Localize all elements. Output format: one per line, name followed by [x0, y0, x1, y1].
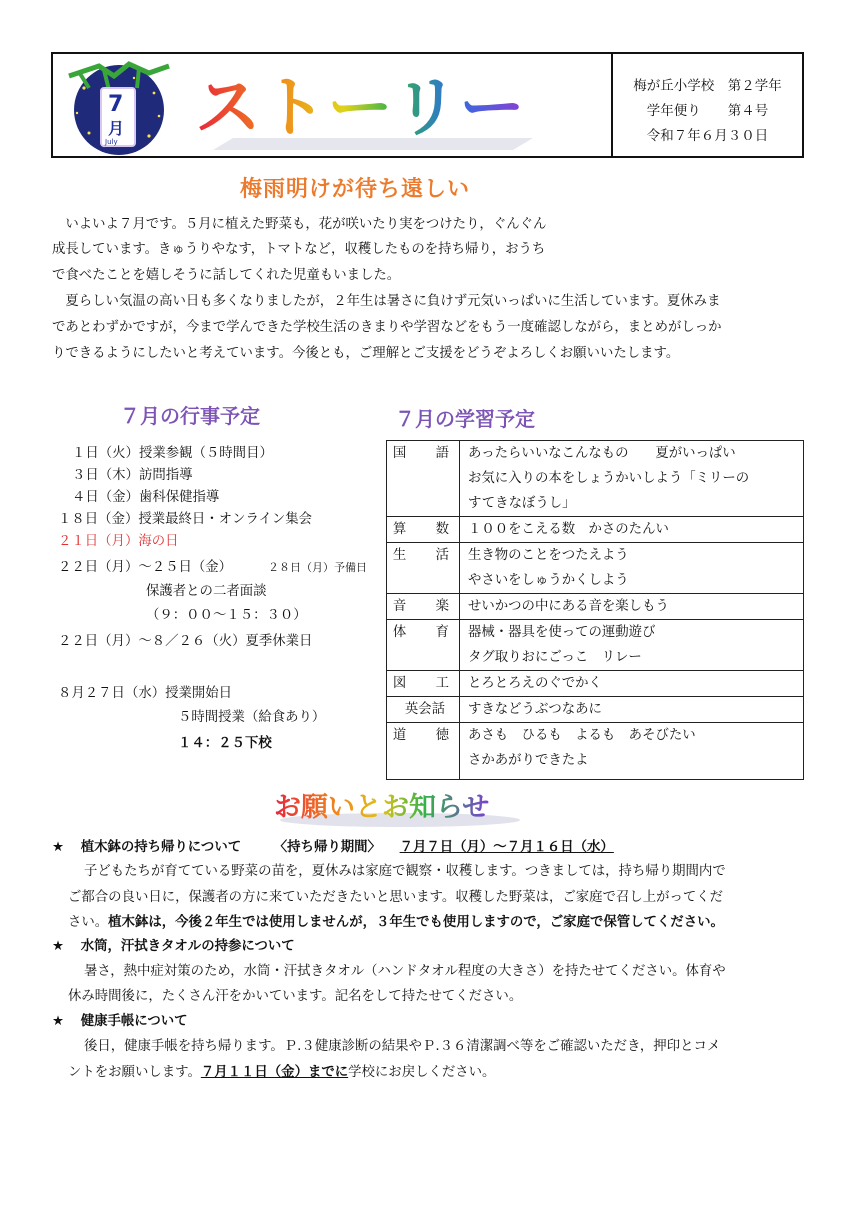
newsletter-number: 学年便り 第４号 — [646, 103, 769, 119]
table-row — [387, 723, 804, 780]
study-title: ７月の学習予定 — [395, 407, 535, 431]
content-line: お気に入りの本をしょうかいしよう「ミリーの — [468, 471, 750, 486]
content-cell — [460, 697, 804, 723]
notice-3-line-1: 後日，健康手帳を持ち帰ります。Ｐ.３健康診断の結果やＰ.３６清潔調べ等をご確認いただき，押印とコメ — [84, 1039, 721, 1054]
notices-title-art — [270, 786, 530, 830]
subject-cell: 生 活 — [387, 543, 460, 594]
notice-1-line-3b: 植木鉢は，今後２年生では使用しませんが，３年生でも使用しますので，ご家庭で保管してください。 — [108, 915, 724, 930]
star-icon: ★ — [52, 1014, 65, 1029]
notice-1-heading — [52, 836, 614, 855]
content-line: さかあがりできたよ — [468, 753, 589, 768]
content-line: あさも ひるも よるも あそびたい — [468, 728, 696, 743]
logo-month: 7 — [108, 92, 124, 117]
notice-1-line-3a: さい。 — [68, 915, 109, 930]
notices-title: お願いとお知らせ — [274, 792, 490, 823]
intro-title: 梅雨明けが待ち遠しい — [240, 177, 471, 202]
notice-1-line-3 — [68, 911, 724, 934]
content-cell — [460, 671, 804, 697]
subject-cell: 音 楽 — [387, 594, 460, 620]
table-row — [387, 594, 804, 620]
notice-3-line-2c: 学校にお戻しください。 — [348, 1065, 496, 1080]
content-line: 器械・器具を使っての運動遊び — [468, 625, 656, 640]
subject-cell: 国 語 — [387, 441, 460, 517]
table-row — [387, 671, 804, 697]
content-line: あったらいいなこんなもの 夏がいっぱい — [468, 446, 736, 461]
subject-cell: 英会話 — [387, 697, 460, 723]
notice-3-title: 健康手帳について — [80, 1014, 188, 1029]
content-line: １００をこえる数 かさのたんい — [468, 522, 669, 537]
school-name: 梅が丘小学校 第２学年 — [633, 78, 782, 94]
content-cell — [460, 543, 804, 594]
content-line: タグ取りおにごっこ リレー — [468, 650, 642, 665]
story-title-art — [193, 58, 543, 156]
notice-3-heading — [52, 1010, 188, 1029]
intro-line-6: りできるようにしたいと考えています。今後とも，ご理解とご支援をどうぞよろしくお願いいたします。 — [52, 346, 680, 361]
notice-3-line-2a: ントをお願いします。 — [68, 1065, 201, 1080]
logo-month-en: July — [105, 138, 118, 146]
schedule-item: １４：２５下校 — [178, 736, 272, 751]
notice-2-title: 水筒，汗拭きタオルの持参について — [80, 939, 295, 954]
header-box — [51, 52, 804, 158]
schedule-item-holiday: ２１日（月）海の日 — [58, 534, 179, 549]
schedule-item: 保護者との二者面談 — [146, 584, 267, 599]
intro-line-3: で食べたことを嬉しそうに話してくれた児童もいました。 — [52, 268, 401, 283]
issue-date: 令和７年６月３０日 — [646, 128, 769, 144]
notice-2-line-1: 暑さ，熱中症対策のため，水筒・汗拭きタオル（ハンドタオル程度の大きさ）を持たせてください。体育や — [84, 964, 726, 979]
content-line: すてきなぼうし」 — [468, 496, 576, 511]
subject-cell: 道 徳 — [387, 723, 460, 780]
content-cell — [460, 620, 804, 671]
content-line: せいかつの中にある音を楽しもう — [468, 599, 669, 614]
subject-cell: 算 数 — [387, 517, 460, 543]
table-row — [387, 441, 804, 517]
intro-line-2: 成長しています。きゅうりやなす，トマトなど，収穫したものを持ち帰り，おうち — [52, 242, 546, 257]
notice-1-line-1: 子どもたちが育てている野菜の苗を，夏休みは家庭で観察・収穫します。つきましては，持ち帰り期間内で — [84, 864, 726, 879]
content-line: すきなどうぶつなあに — [468, 702, 602, 717]
table-row — [387, 543, 804, 594]
content-line: 生き物のことをつたえよう — [468, 548, 629, 563]
notice-1-line-2: ご都合の良い日に，保護者の方に来ていただきたいと思います。収穫した野菜は，ご家庭で召し上がってくだ — [68, 890, 724, 905]
table-row — [387, 697, 804, 723]
intro-line-1: いよいよ７月です。５月に植えた野菜も，花が咲いたり実をつけたり，ぐんぐん — [52, 217, 547, 232]
intro-line-4: 夏らしい気温の高い日も多くなりましたが，２年生は暑さに負けず元気いっぱいに生活しています。夏休みま — [52, 294, 721, 309]
schedule-item: （９：００～１５：３０） — [146, 608, 307, 623]
table-row — [387, 517, 804, 543]
notice-3-line-2 — [68, 1061, 495, 1084]
notice-1-period: ７月７日（月）～７月１６日（水） — [399, 840, 614, 855]
schedule-item: ８月２７日（水）授業開始日 — [58, 686, 233, 701]
content-cell — [460, 517, 804, 543]
subject-cell: 図 工 — [387, 671, 460, 697]
schedule-item: ４日（金）歯科保健指導 — [72, 490, 220, 505]
subject-cell: 体 育 — [387, 620, 460, 671]
content-line: やさいをしゅうかくしよう — [468, 573, 629, 588]
schedule-item: ３日（木）訪問指導 — [72, 468, 193, 483]
study-table — [386, 440, 804, 780]
content-line: とろとろえのぐでかく — [468, 676, 602, 691]
star-icon: ★ — [52, 840, 65, 855]
star-icon: ★ — [52, 939, 65, 954]
schedule-item-spare-day: ２８日（月）予備日 — [268, 561, 367, 574]
header-divider — [611, 54, 613, 156]
schedule-title: ７月の行事予定 — [120, 404, 260, 428]
schedule-item: ２２日（月）～８／２６（火）夏季休業日 — [58, 634, 313, 649]
intro-line-5: であとわずかですが，今まで学んできた学校生活のきまりや学習などをもう一度確認しながら，まとめがしっか — [52, 320, 722, 335]
notice-1-title: 植木鉢の持ち帰りについて — [80, 840, 242, 855]
notice-1-period-label: 〈持ち帰り期間〉 — [273, 840, 381, 855]
content-cell — [460, 441, 804, 517]
logo-month-kanji: 月 — [108, 119, 125, 138]
schedule-item: １８日（金）授業最終日・オンライン集会 — [58, 512, 313, 527]
schedule-item: １日（火）授業参観（５時間目） — [72, 446, 273, 461]
table-row — [387, 620, 804, 671]
schedule-item: ５時間授業（給食あり） — [178, 710, 326, 725]
notice-3-deadline: ７月１１日（金）までに — [200, 1065, 349, 1080]
content-cell — [460, 723, 804, 780]
notice-2-heading — [52, 935, 295, 954]
content-cell — [460, 594, 804, 620]
story-title: ストーリー — [195, 69, 525, 146]
schedule-item: ２２日（月）～２５日（金） — [58, 560, 233, 575]
header-info — [615, 74, 800, 149]
notice-2-line-2: 休み時間後に，たくさん汗をかいています。記名をして持たせてください。 — [68, 989, 523, 1004]
